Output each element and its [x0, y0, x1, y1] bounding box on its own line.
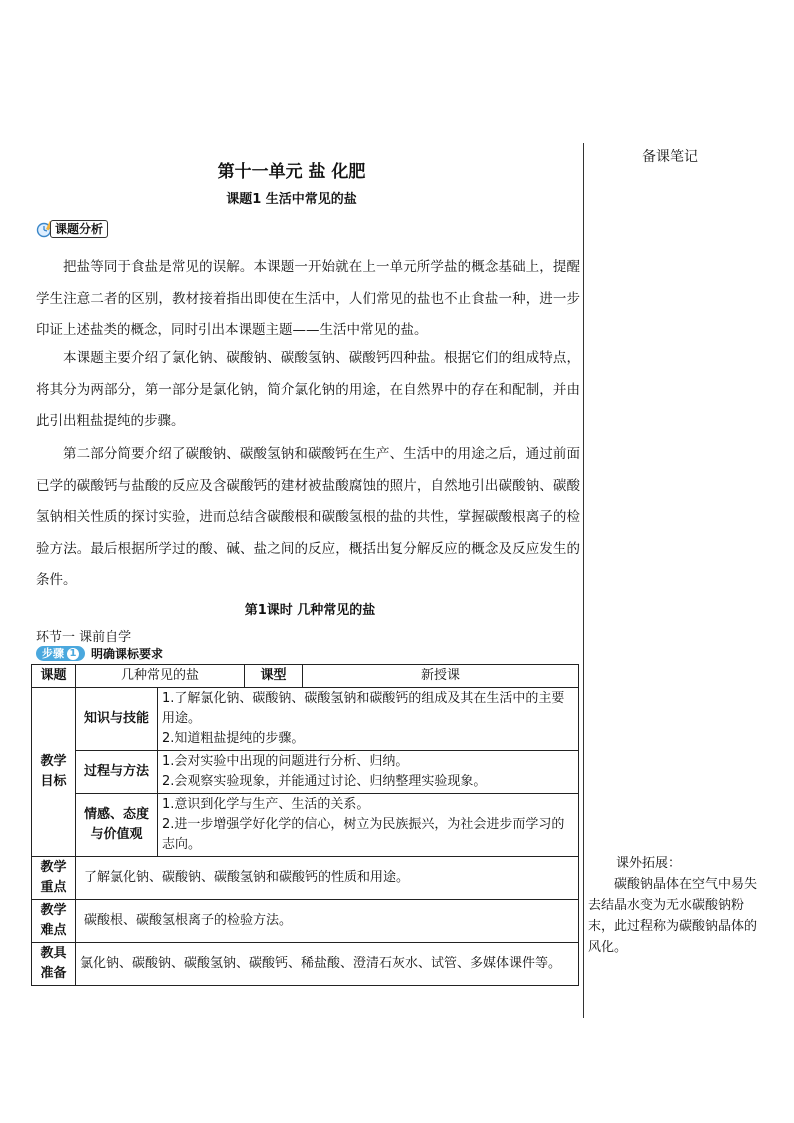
- paragraph-1: 把盐等同于食盐是常见的误解。本课题一开始就在上一单元所学盐的概念基础上，提醒学生注意二者的区别，教材接着指出即使在生活中，人们常见的盐也不止食盐一种，进一步印证上述盐类的概念，同时引出本课题主题——生活中常见的盐。: [36, 259, 580, 338]
- table-row: [32, 857, 579, 900]
- table-row: [32, 688, 579, 751]
- step-text: 明确课标要求: [91, 647, 164, 661]
- lesson-subtitle: 课题1 生活中常见的盐: [226, 192, 357, 207]
- lesson-title: 第1课时 几种常见的盐: [244, 603, 376, 618]
- emotion-item-1: 1.意识到化学与生产、生活的关系。: [162, 797, 370, 812]
- cell-process-label: 过程与方法: [76, 751, 158, 794]
- cell-key-header: 教学重点: [32, 857, 76, 900]
- cell-difficulty: 碳酸根、碳酸氢根离子的检验方法。: [76, 900, 579, 943]
- cell-emotion-label: 情感、态度与价值观: [76, 794, 158, 857]
- table-row: [32, 900, 579, 943]
- table-row: [32, 751, 579, 794]
- extension-note: [588, 853, 763, 958]
- cell-topic: 几种常见的盐: [76, 665, 245, 688]
- lesson-plan-table: [31, 664, 579, 986]
- process-item-1: 1.会对实验中出现的问题进行分析、归纳。: [162, 754, 409, 769]
- extension-title: 课外拓展：: [616, 856, 682, 871]
- section-heading: 环节一 课前自学: [36, 630, 132, 645]
- cell-type: 新授课: [303, 665, 579, 688]
- analysis-badge-label: 课题分析: [50, 220, 108, 238]
- emotion-item-2: 2.进一步增强学好化学的信心，树立为民族振兴，为社会进步而学习的志向。: [162, 817, 565, 852]
- knowledge-item-2: 2.知道粗盐提纯的步骤。: [162, 731, 305, 746]
- column-divider: [583, 143, 584, 1018]
- cell-emotion: [158, 794, 579, 857]
- cell-tools: 氯化钠、碳酸钠、碳酸氢钠、碳酸钙、稀盐酸、澄清石灰水、试管、多媒体课件等。: [76, 943, 579, 986]
- process-item-2: 2.会观察实验现象，并能通过讨论、归纳整理实验现象。: [162, 774, 487, 789]
- cell-tools-header: 教具准备: [32, 943, 76, 986]
- cell-knowledge: [158, 688, 579, 751]
- cell-topic-header: 课题: [32, 665, 76, 688]
- notes-header: 备课笔记: [642, 149, 698, 165]
- unit-title: 第十一单元 盐 化肥: [217, 162, 366, 182]
- knowledge-item-1: 1.了解氯化钠、碳酸钠、碳酸氢钠和碳酸钙的组成及其在生活中的主要用途。: [162, 691, 565, 726]
- cell-difficulty-header: 教学难点: [32, 900, 76, 943]
- extension-body: 碳酸钠晶体在空气中易失去结晶水变为无水碳酸钠粉末，此过程称为碳酸钠晶体的风化。: [588, 877, 758, 955]
- paragraph-2: 本课题主要介绍了氯化钠、碳酸钠、碳酸氢钠、碳酸钙四种盐。根据它们的组成特点，将其分为两部分，第一部分是氯化钠，简介氯化钠的用途，在自然界中的存在和配制，并由此引出粗盐提纯的步骤。: [36, 350, 580, 429]
- cell-type-header: 课型: [245, 665, 303, 688]
- cell-key: 了解氯化钠、碳酸钠、碳酸氢钠和碳酸钙的性质和用途。: [76, 857, 579, 900]
- table-row: [32, 794, 579, 857]
- step-badge-label: 步骤: [42, 647, 64, 660]
- cell-process: [158, 751, 579, 794]
- table-row: [32, 943, 579, 986]
- table-row: [32, 665, 579, 688]
- cell-knowledge-label: 知识与技能: [76, 688, 158, 751]
- step-number: 1: [67, 648, 79, 660]
- cell-goals-header: 教学目标: [32, 688, 76, 857]
- paragraph-3: 第二部分简要介绍了碳酸钠、碳酸氢钠和碳酸钙在生产、生活中的用途之后，通过前面已学的碳酸钙与盐酸的反应及含碳酸钙的建材被盐酸腐蚀的照片，自然地引出碳酸钠、碳酸氢钠相关性质的探讨实验，进而总结含碳酸根和碳酸氢根的盐的共性，掌握碳酸根离子的检验方法。最后根据所学过的酸、碱、盐之间的反应，概括出复分解反应的概念及反应发生的条件。: [36, 446, 580, 588]
- step-badge: [36, 646, 85, 661]
- analysis-badge: [36, 220, 108, 238]
- step-heading: [36, 645, 163, 662]
